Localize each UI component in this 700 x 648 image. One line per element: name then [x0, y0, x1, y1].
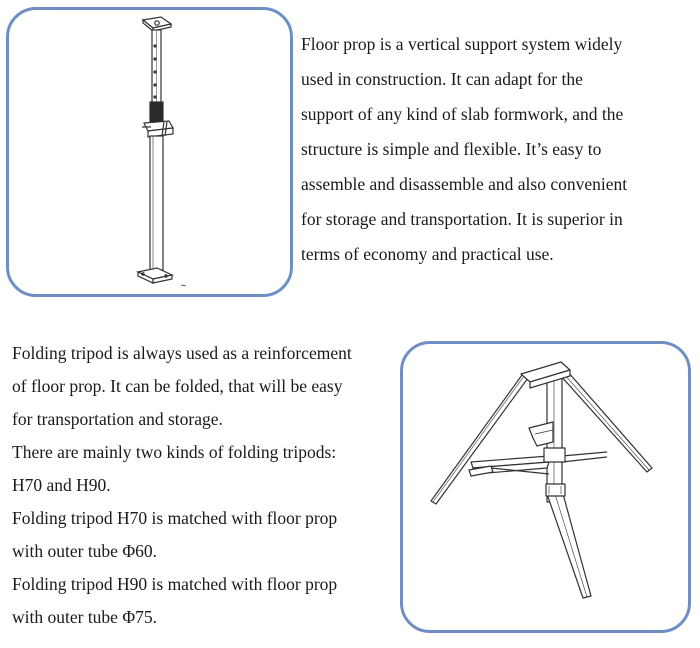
paragraph-line: with outer tube Φ60. [12, 541, 157, 561]
folding-tripod-image-frame [400, 341, 691, 633]
paragraph-line: structure is simple and flexible. It’s easy to [301, 139, 602, 159]
paragraph-line: of floor prop. It can be folded, that will be easy [12, 376, 343, 396]
floor-prop-image-frame [6, 7, 293, 297]
paragraph-line: terms of economy and practical use. [301, 244, 554, 264]
paragraph-line: Folding tripod H90 is matched with floor prop [12, 574, 338, 594]
paragraph-line: H70 and H90. [12, 475, 111, 495]
paragraph-line: used in construction. It can adapt for the [301, 69, 583, 89]
folding-tripod-description [12, 337, 352, 634]
paragraph-line: Folding tripod H70 is matched with floor prop [12, 508, 338, 528]
paragraph-line: with outer tube Φ75. [12, 607, 157, 627]
floor-prop-illustration-icon [9, 10, 290, 294]
paragraph-line: support of any kind of slab formwork, and the [301, 104, 624, 124]
paragraph-line: There are mainly two kinds of folding tripods: [12, 442, 337, 462]
paragraph-line: for storage and transportation. It is superior in [301, 209, 623, 229]
paragraph-line: assemble and disassemble and also convenient [301, 174, 628, 194]
folding-tripod-illustration-icon [403, 344, 688, 630]
paragraph-line: Folding tripod is always used as a reinforcement [12, 343, 352, 363]
floor-prop-description [301, 27, 627, 272]
paragraph-line: for transportation and storage. [12, 409, 223, 429]
paragraph-line: Floor prop is a vertical support system widely [301, 34, 623, 54]
